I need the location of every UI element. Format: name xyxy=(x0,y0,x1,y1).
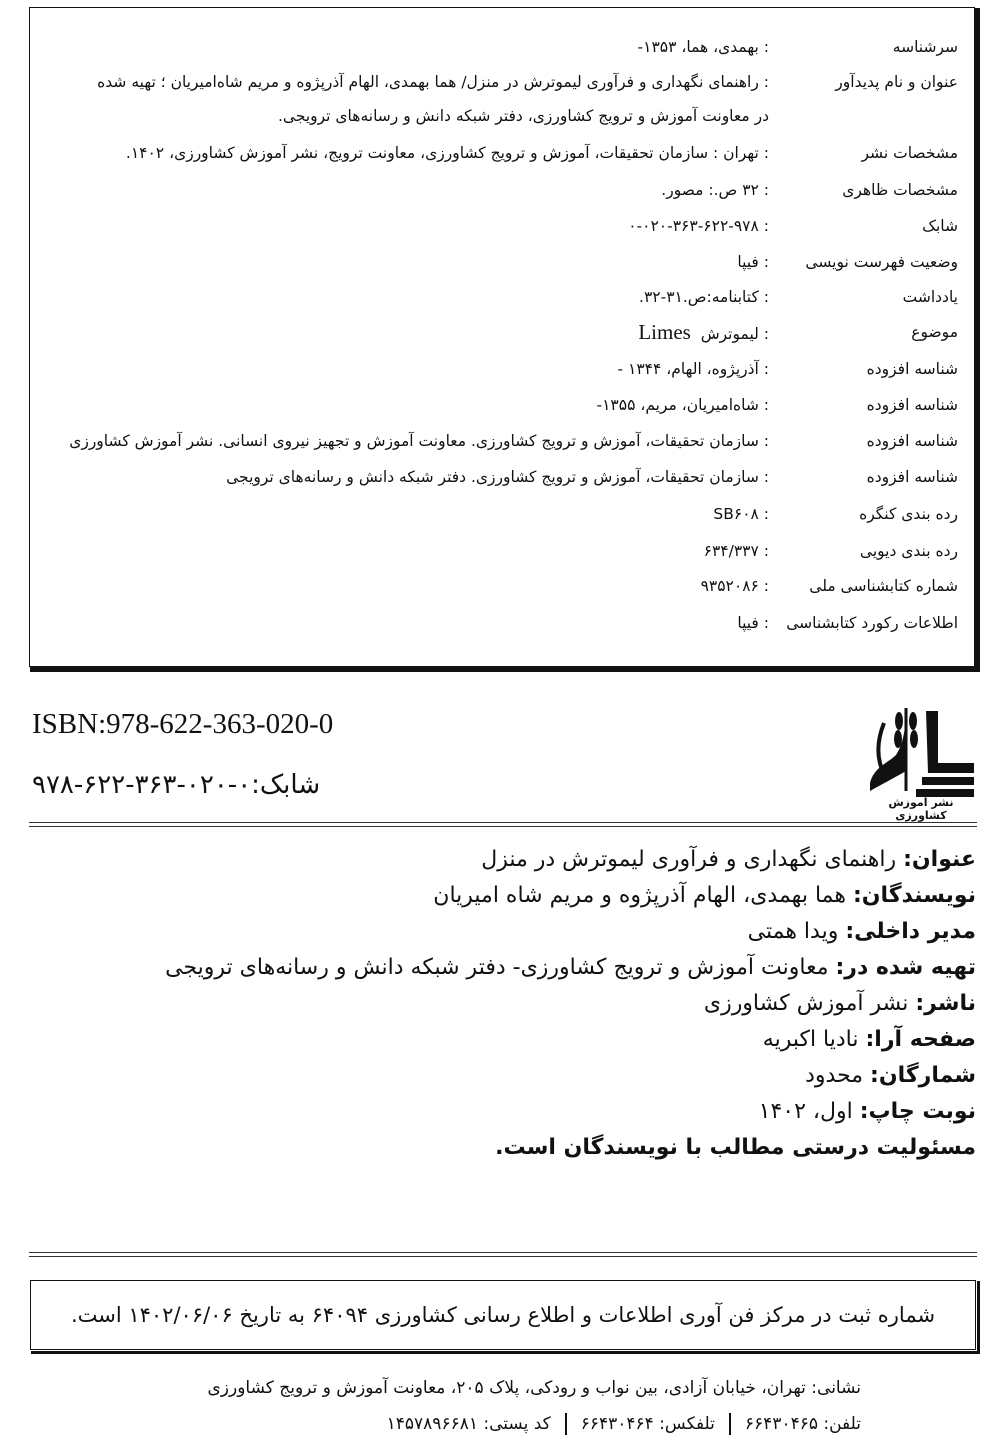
cip-label: مشخصات ظاهری xyxy=(842,181,958,199)
cip-label: سرشناسه xyxy=(892,38,958,56)
credit-line xyxy=(30,950,976,986)
cip-label: عنوان و نام پدیدآور xyxy=(835,73,958,91)
cip-label: اطلاعات رکورد کتابشناسی xyxy=(786,614,958,632)
cip-label: شناسه افزوده xyxy=(866,396,958,414)
cip-label: رده بندی دیویی xyxy=(859,542,958,560)
cip-label: وضعیت فهرست نویسی xyxy=(805,253,958,271)
cip-value: : آذرپژوه، الهام، ۱۳۴۴ - xyxy=(617,360,769,378)
postal-code: کد پستی: ۱۴۵۷۸۹۶۶۸۱ xyxy=(386,1414,551,1434)
cip-value: : ۰-۰۲۰-۳۶۳-۶۲۲-۹۷۸ xyxy=(628,217,769,235)
credit-value: محدود xyxy=(805,1063,871,1088)
credit-label: تهیه شده در: xyxy=(835,955,976,980)
credit-line xyxy=(30,878,976,914)
cip-label: مشخصات نشر xyxy=(861,144,958,162)
isbn-latin: ISBN:978-622-363-020-0 xyxy=(32,708,334,740)
cip-value-continued: در معاونت آموزش و ترویج کشاورزی، دفتر شبکه دانش و رسانه‌های ترویجی. xyxy=(277,107,769,125)
registration-box xyxy=(30,1280,976,1350)
cip-value: : تهران : سازمان تحقیقات، آموزش و ترویج کشاورزی، معاونت ترویج، نشر آموزش کشاورزی، ۱۴۰۲. xyxy=(125,144,769,162)
cip-value: : ۶۳۴/۳۳۷ xyxy=(703,542,769,560)
credit-value: هما بهمدی، الهام آذرپژوه و مریم شاه امیریان xyxy=(433,883,853,908)
separator xyxy=(565,1413,567,1435)
credit-label: مدیر داخلی: xyxy=(845,919,976,944)
cip-value: : شاه‌امیریان، مریم، ۱۳۵۵- xyxy=(596,396,769,414)
responsibility-note: مسئولیت درستی مطالب با نویسندگان است. xyxy=(495,1135,976,1160)
separator xyxy=(729,1413,731,1435)
credit-label: شمارگان: xyxy=(870,1063,976,1088)
credit-line xyxy=(30,914,976,950)
cip-label: شناسه افزوده xyxy=(866,360,958,378)
credit-label: ناشر: xyxy=(915,991,976,1016)
cip-value: : فیپا xyxy=(737,614,769,632)
isbn-persian: شابک:۰-۰۲۰-۳۶۳-۶۲۲-۹۷۸ xyxy=(32,770,321,800)
phone: تلفن: ۶۶۴۳۰۴۶۵ xyxy=(744,1414,861,1434)
registration-text: شماره ثبت در مرکز فن آوری اطلاعات و اطلاع رسانی کشاورزی ۶۴۰۹۴ به تاریخ ۱۴۰۲/۰۶/۰۶ است. xyxy=(70,1303,936,1327)
credit-value: اول، ۱۴۰۲ xyxy=(758,1099,860,1124)
cip-value: : کتابنامه:ص.۳۱-۳۲. xyxy=(639,288,769,306)
credit-value: راهنمای نگهداری و فرآوری لیموترش در منزل xyxy=(481,847,904,872)
cip-value: : سازمان تحقیقات، آموزش و ترویج کشاورزی. معاونت آموزش و تجهیز نیروی انسانی. نشر آموزش کشاورزی xyxy=(69,432,769,450)
cip-value: : فیپا xyxy=(737,253,769,271)
cip-value: : راهنمای نگهداری و فرآوری لیموترش در منزل/ هما بهمدی، الهام آذرپژوه و مریم شاه‌امیریان ؛ تهیه شده xyxy=(97,73,769,91)
credit-value: نشر آموزش کشاورزی xyxy=(703,991,916,1016)
cip-value: : سازمان تحقیقات، آموزش و ترویج کشاورزی. دفتر شبکه دانش و رسانه‌های ترویجی xyxy=(226,468,769,486)
credit-label: صفحه آرا: xyxy=(865,1027,976,1052)
credit-value: معاونت آموزش و ترویج کشاورزی- دفتر شبکه دانش و رسانه‌های ترویجی xyxy=(165,955,836,980)
credit-line xyxy=(30,1022,976,1058)
cip-label: یادداشت xyxy=(902,288,958,306)
cip-value: : SB۶۰۸ xyxy=(713,505,769,523)
divider xyxy=(29,1252,977,1253)
cip-label: رده بندی کنگره xyxy=(859,505,958,523)
cip-value: : بهمدی، هما، ۱۳۵۳- xyxy=(637,38,769,56)
cip-label: شناسه افزوده xyxy=(866,432,958,450)
cataloging-box xyxy=(29,7,975,667)
fax: تلفکس: ۶۶۴۳۰۴۶۴ xyxy=(580,1414,715,1434)
cip-label: شماره کتابشناسی ملی xyxy=(809,577,958,595)
cip-value xyxy=(50,315,769,351)
credit-value: ویدا همتی xyxy=(747,919,846,944)
credit-label: نویسندگان: xyxy=(852,883,976,908)
credit-label: نوبت چاپ: xyxy=(859,1099,976,1124)
cip-label: شابک xyxy=(922,217,958,235)
cip-value: : ۹۳۵۲۰۸۶ xyxy=(700,577,769,595)
credit-line xyxy=(30,842,976,878)
credits-block xyxy=(30,842,976,1166)
cip-label: موضوع xyxy=(911,323,958,341)
cip-subject: : لیموترش xyxy=(700,325,769,343)
cip-value: : ۳۲ ص.: مصور. xyxy=(661,181,769,199)
cip-subject-latin: Limes xyxy=(638,320,691,344)
divider xyxy=(29,822,977,823)
credit-line xyxy=(30,1094,976,1130)
credit-line xyxy=(30,986,976,1022)
address: نشانی: تهران، خیابان آزادی، بین نواب و رودکی، پلاک ۲۰۵، معاونت آموزش و ترویج کشاورزی xyxy=(207,1378,861,1398)
logo-caption: نشر آموزش کشاورزی xyxy=(888,796,954,822)
credit-label: عنوان: xyxy=(903,847,976,872)
credit-value: نادیا اکبریه xyxy=(762,1027,866,1052)
contact-line xyxy=(387,1413,861,1435)
credit-line xyxy=(30,1058,976,1094)
cip-label: شناسه افزوده xyxy=(866,468,958,486)
